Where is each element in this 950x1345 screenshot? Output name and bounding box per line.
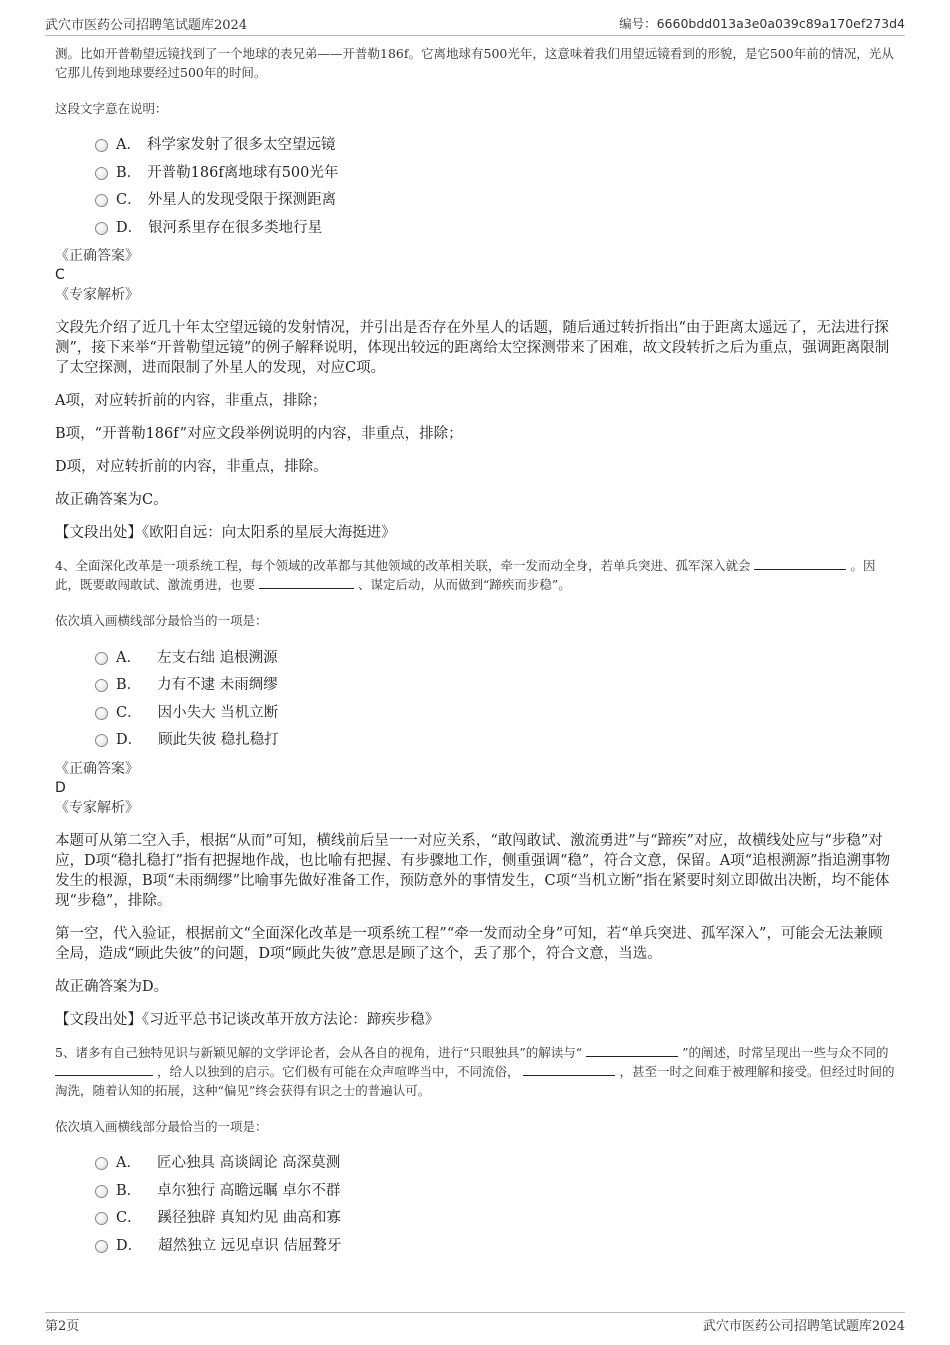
q4-stem: 4、全面深化改革是一项系统工程，每个领域的改革都与其他领域的改革相关联，牵一发而动全身，若单兵突进、孤军深入就会 。因此，既要敢闯敢试、激流勇进，也要 、谋定后动，从而做到“蹄疾而步稳”。: [55, 558, 876, 593]
q5-prompt: 依次填入画横线部分最恰当的一项是：: [55, 1118, 268, 1134]
q4-blank-1: [754, 557, 846, 570]
radio-icon[interactable]: [95, 1240, 108, 1253]
radio-icon[interactable]: [95, 1185, 108, 1198]
radio-icon[interactable]: [95, 194, 108, 207]
q5-blank-2: [55, 1063, 153, 1076]
q5-option-b[interactable]: B． 卓尔独行 高瞻远瞩 卓尔不群: [95, 1175, 895, 1203]
q5-stem: 5、诸多有自己独特见识与新颖见解的文学评论者，会从各自的视角，进行“只眼独具”的解读与“ ”的阐述，时常呈现出一些与众不同的 ，给人以独到的启示。它们极有可能在众声喧哗当中，不同流俗， ，甚至一时之间难于被理解和接受。但经过时间的淘洗，随着认知的拓展，这种“偏见”终会获得有识之士的普遍认可。: [55, 1044, 895, 1098]
radio-icon[interactable]: [95, 139, 108, 152]
q4-answer-label: 《正确答案》: [55, 760, 139, 777]
q5-options: [95, 1148, 895, 1258]
radio-icon[interactable]: [95, 1212, 108, 1225]
q4-prompt: 依次填入画横线部分最恰当的一项是：: [55, 613, 268, 629]
header-title: 武穴市医药公司招聘笔试题库2024: [45, 18, 248, 33]
q4-answer: D: [55, 779, 66, 796]
header-doc-id: 编号：6660bdd013a3e0a039c89a170ef273d4: [619, 16, 905, 31]
q4-conclusion: 故正确答案为D。: [55, 978, 169, 995]
q3-analysis-4: D项，对应转折前的内容，非重点，排除。: [55, 459, 328, 476]
q5-blank-3: [523, 1063, 615, 1076]
page-number: 第2页: [45, 1319, 80, 1334]
q3-answer-label: 《正确答案》: [55, 248, 139, 265]
q3-analysis-2: A项，对应转折前的内容，非重点，排除；: [55, 393, 327, 410]
footer-title: 武穴市医药公司招聘笔试题库2024: [702, 1319, 905, 1334]
page-footer: [45, 1312, 905, 1334]
q3-option-c[interactable]: C． 外星人的发现受限于探测距离: [95, 185, 895, 213]
radio-icon[interactable]: [95, 734, 108, 747]
q3-option-a[interactable]: A． 科学家发射了很多太空望远镜: [95, 130, 895, 158]
q4-source: 【文段出处】《习近平总书记谈改革开放方法论：蹄疾步稳》: [55, 1011, 440, 1028]
radio-icon[interactable]: [95, 679, 108, 692]
q4-analysis-2: 第一空，代入验证，根据前文“全面深化改革是一项系统工程”“牵一发而动全身”可知，若“单兵突进、孤军深入”，可能会无法兼顾全局，造成“顾此失彼”的问题，D项“顾此失彼”意思是顾了这个，丢了那个，符合文意，当选。: [55, 925, 883, 962]
q5-blank-1: [586, 1044, 678, 1057]
q5-option-a[interactable]: A． 匠心独具 高谈阔论 高深莫测: [95, 1148, 895, 1176]
q4-option-c[interactable]: C． 因小失大 当机立断: [95, 698, 895, 726]
radio-icon[interactable]: [95, 652, 108, 665]
q3-options: [95, 130, 895, 240]
q4-option-d[interactable]: D． 顾此失彼 稳扎稳打: [95, 725, 895, 753]
q4-option-a[interactable]: A． 左支右绌 追根溯源: [95, 642, 895, 670]
q4-option-b[interactable]: B． 力有不逮 未雨绸缪: [95, 670, 895, 698]
q4-options: [95, 642, 895, 752]
q3-option-b[interactable]: B． 开普勒186f离地球有500光年: [95, 158, 895, 186]
question-4: [55, 556, 895, 1029]
question-3: [55, 44, 895, 543]
q4-analysis-label: 《专家解析》: [55, 799, 139, 816]
q3-analysis-3: B项，“开普勒186f”对应文段举例说明的内容，非重点，排除；: [55, 426, 463, 443]
q3-analysis-label: 《专家解析》: [55, 287, 139, 304]
page-content: [55, 44, 895, 1258]
radio-icon[interactable]: [95, 222, 108, 235]
q3-prompt: 这段文字意在说明：: [55, 101, 168, 116]
page-header: [45, 14, 905, 36]
radio-icon[interactable]: [95, 167, 108, 180]
q4-blank-2: [259, 576, 354, 589]
radio-icon[interactable]: [95, 1157, 108, 1170]
radio-icon[interactable]: [95, 707, 108, 720]
q3-conclusion: 故正确答案为C。: [55, 492, 168, 509]
q3-passage: 测。比如开普勒望远镜找到了一个地球的表兄弟——开普勒186f。它离地球有500光年，这意味着我们用望远镜看到的形貌，是它500年前的情况，光从它那儿传到地球要经过500年的时间。: [55, 46, 894, 80]
q3-answer: C: [55, 267, 65, 284]
question-5: [55, 1043, 895, 1258]
q3-source: 【文段出处】《欧阳自远：向太阳系的星辰大海挺进》: [55, 525, 396, 542]
q3-option-d[interactable]: D． 银河系里存在很多类地行星: [95, 213, 895, 241]
q5-option-c[interactable]: C． 蹊径独辟 真知灼见 曲高和寡: [95, 1203, 895, 1231]
q3-analysis-1: 文段先介绍了近几十年太空望远镜的发射情况，并引出是否存在外星人的话题，随后通过转折指出“由于距离太遥远了，无法进行探测”，接下来举“开普勒望远镜”的例子解释说明，体现出较远的距离给太空探测带来了困难，故文段转折之后为重点，强调距离限制了太空探测，进而限制了外星人的发现，对应C项。: [55, 320, 890, 377]
q4-analysis-1: 本题可从第二空入手，根据“从而”可知，横线前后呈一一对应关系，“敢闯敢试、激流勇进”与“蹄疾”对应，故横线处应与“步稳”对应，D项“稳扎稳打”指有把握地作战，也比喻有把握、有步骤地工作，侧重强调“稳”，符合文意，保留。A项“追根溯源”指追溯事物发生的根源，B项“未雨绸缪”比喻事先做好准备工作，预防意外的事情发生，C项“当机立断”指在紧要时刻立即做出决断，均不能体现“步稳”，排除。: [55, 832, 891, 909]
q5-option-d[interactable]: D． 超然独立 远见卓识 佶屈聱牙: [95, 1231, 895, 1259]
